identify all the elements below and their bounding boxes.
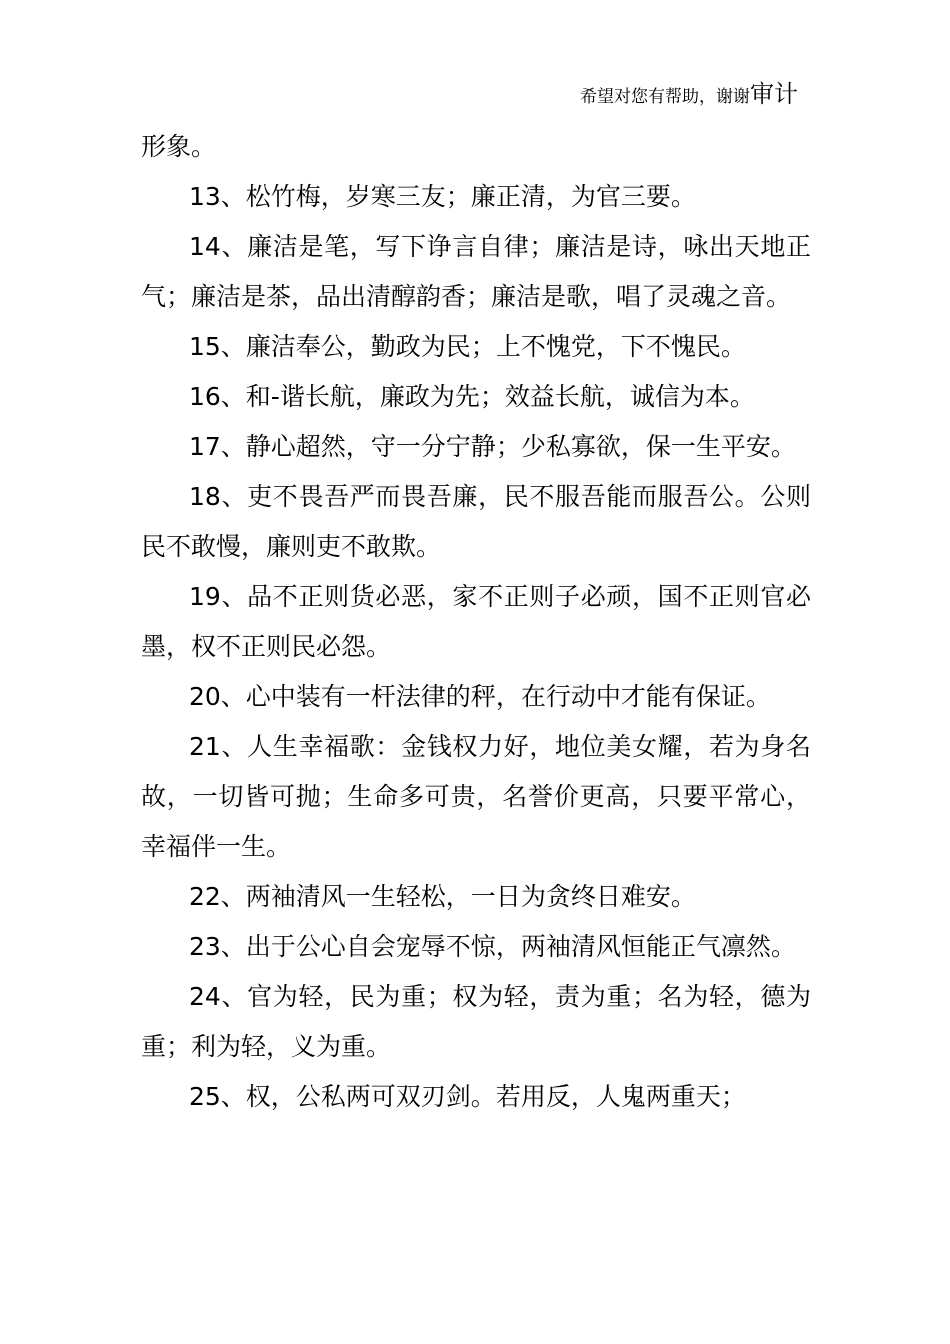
paragraph: 19、品不正则货必恶，家不正则子必顽，国不正则官必墨，权不正则民必怨。: [141, 582, 811, 661]
paragraph: 25、权，公私两可双刃剑。若用反，人鬼两重天；: [189, 1082, 746, 1111]
paragraph: 20、心中装有一杆法律的秤，在行动中才能有保证。: [189, 682, 771, 711]
paragraph: 14、廉洁是笔，写下诤言自律；廉洁是诗，咏出天地正气；廉洁是茶，品出清醇韵香；廉洁是歌，唱了灵魂之音。: [141, 232, 811, 311]
paragraph: 形象。: [141, 132, 217, 161]
document-body: [141, 122, 811, 1122]
paragraph: 15、廉洁奉公，勤政为民；上不愧党，下不愧民。: [189, 332, 746, 361]
header-note: 希望对您有帮助，谢谢: [580, 87, 750, 107]
paragraph: 13、松竹梅，岁寒三友；廉正清，为官三要。: [189, 182, 696, 211]
header-title: 审计: [750, 80, 798, 108]
paragraph: 22、两袖清风一生轻松，一日为贪终日难安。: [189, 882, 696, 911]
paragraph: 23、出于公心自会宠辱不惊，两袖清风恒能正气凛然。: [189, 932, 796, 961]
paragraph: 24、官为轻，民为重；权为轻，责为重；名为轻，德为重；利为轻，义为重。: [141, 982, 811, 1061]
page-header: [580, 74, 798, 109]
paragraph: 16、和-谐长航，廉政为先；效益长航，诚信为本。: [189, 382, 755, 411]
paragraph: 18、吏不畏吾严而畏吾廉，民不服吾能而服吾公。公则民不敢慢，廉则吏不敢欺。: [141, 482, 811, 561]
paragraph: 17、静心超然，守一分宁静；少私寡欲，保一生平安。: [189, 432, 796, 461]
paragraph: 21、人生幸福歌：金钱权力好，地位美女耀，若为身名故，一切皆可抛；生命多可贵，名誉价更高，只要平常心，幸福伴一生。: [141, 732, 811, 861]
